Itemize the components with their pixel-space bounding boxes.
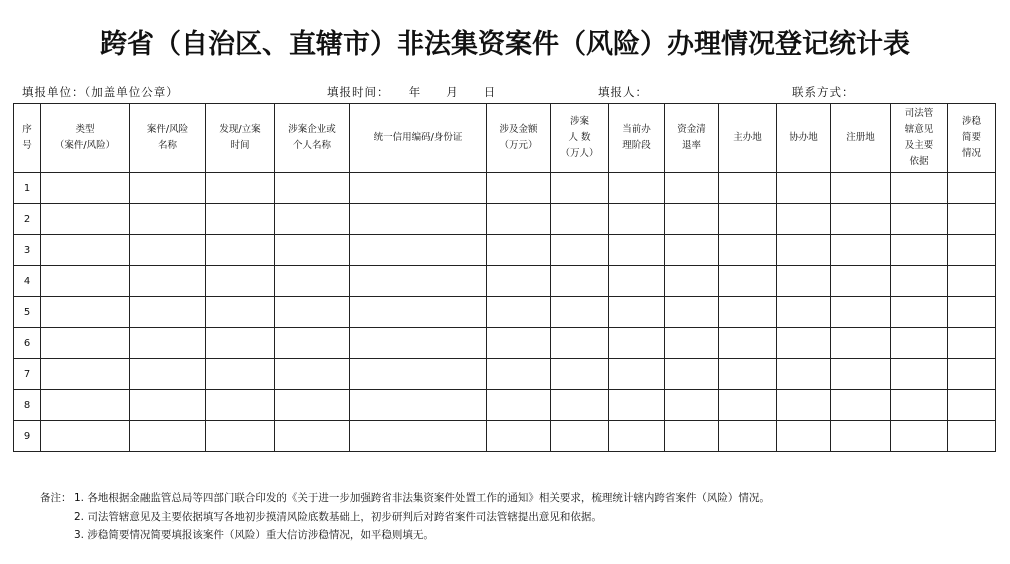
table-cell[interactable]	[665, 204, 719, 235]
table-cell[interactable]	[130, 359, 206, 390]
table-cell[interactable]	[487, 328, 551, 359]
table-cell[interactable]	[609, 390, 665, 421]
table-cell[interactable]	[487, 421, 551, 452]
column-header-line: 司法管	[904, 108, 934, 119]
table-cell[interactable]	[551, 421, 609, 452]
table-cell[interactable]	[551, 359, 609, 390]
table-cell[interactable]	[551, 266, 609, 297]
table-body	[14, 173, 996, 452]
column-header-line: 当前办	[622, 124, 651, 135]
table-cell[interactable]	[948, 328, 996, 359]
table-cell[interactable]	[487, 235, 551, 266]
table-cell[interactable]	[665, 328, 719, 359]
column-header-line: 人 数	[568, 132, 591, 143]
form-title: 跨省（自治区、直辖市）非法集资案件（风险）办理情况登记统计表	[100, 29, 910, 60]
table-cell[interactable]	[777, 421, 831, 452]
column-header	[275, 104, 350, 173]
row-number: 3	[14, 235, 41, 266]
table-cell[interactable]	[948, 173, 996, 204]
column-header-line: 号	[22, 140, 32, 151]
table-cell[interactable]	[206, 204, 275, 235]
table-cell[interactable]	[350, 173, 487, 204]
table-cell[interactable]	[275, 359, 350, 390]
table-cell[interactable]	[665, 297, 719, 328]
table-cell[interactable]	[609, 359, 665, 390]
column-header-line: 退率	[681, 140, 701, 151]
table-cell[interactable]	[665, 173, 719, 204]
column-header-line: 名称	[157, 140, 177, 151]
table-cell[interactable]	[41, 204, 130, 235]
table-cell[interactable]	[891, 328, 948, 359]
column-header-line: 涉及金额	[499, 124, 538, 135]
table-cell[interactable]	[609, 328, 665, 359]
table-cell[interactable]	[609, 204, 665, 235]
table-cell[interactable]	[948, 359, 996, 390]
row-number: 8	[14, 390, 41, 421]
table-cell[interactable]	[609, 421, 665, 452]
column-header	[665, 104, 719, 173]
table-cell[interactable]	[777, 297, 831, 328]
table-cell[interactable]	[831, 390, 891, 421]
table-cell[interactable]	[665, 359, 719, 390]
table-cell[interactable]	[41, 359, 130, 390]
column-header-line: 案件/风险	[146, 124, 189, 135]
table-cell[interactable]	[41, 173, 130, 204]
notes-section	[40, 489, 770, 545]
table-cell[interactable]	[350, 235, 487, 266]
table-cell[interactable]	[350, 204, 487, 235]
column-header-line: 主办地	[733, 132, 762, 143]
table-cell[interactable]	[130, 297, 206, 328]
table-cell[interactable]	[41, 328, 130, 359]
table-cell[interactable]	[891, 297, 948, 328]
reporter-label: 填报人：	[598, 85, 648, 99]
table-cell[interactable]	[487, 359, 551, 390]
contact-label: 联系方式：	[792, 85, 855, 99]
table-cell[interactable]	[948, 421, 996, 452]
table-cell[interactable]	[948, 297, 996, 328]
table-cell[interactable]	[719, 359, 777, 390]
table-cell[interactable]	[777, 204, 831, 235]
table-cell[interactable]	[719, 390, 777, 421]
table-cell[interactable]	[891, 421, 948, 452]
column-header-line: 理阶段	[622, 140, 651, 151]
column-header-line: 涉案企业或	[288, 124, 336, 135]
table-cell[interactable]	[206, 421, 275, 452]
table-row	[14, 390, 996, 421]
column-header	[350, 104, 487, 173]
table-cell[interactable]	[948, 235, 996, 266]
table-cell[interactable]	[831, 266, 891, 297]
table-cell[interactable]	[275, 204, 350, 235]
table-cell[interactable]	[275, 328, 350, 359]
column-header-line: 情况	[961, 148, 981, 159]
table-cell[interactable]	[206, 266, 275, 297]
table-cell[interactable]	[831, 297, 891, 328]
table-cell[interactable]	[551, 235, 609, 266]
table-cell[interactable]	[891, 204, 948, 235]
table-cell[interactable]	[41, 390, 130, 421]
header-row	[14, 104, 996, 173]
column-header-line: 类型	[75, 124, 95, 135]
table-cell[interactable]	[275, 421, 350, 452]
table-cell[interactable]	[350, 359, 487, 390]
column-header	[609, 104, 665, 173]
table-cell[interactable]	[275, 297, 350, 328]
table-cell[interactable]	[891, 235, 948, 266]
table-cell[interactable]	[665, 390, 719, 421]
table-cell[interactable]	[891, 266, 948, 297]
table-cell[interactable]	[719, 266, 777, 297]
table-cell[interactable]	[609, 297, 665, 328]
table-row	[14, 235, 996, 266]
table-cell[interactable]	[777, 328, 831, 359]
table-cell[interactable]	[350, 266, 487, 297]
row-number: 6	[14, 328, 41, 359]
reporting-unit-label: 填报单位：（加盖单位公章）	[22, 85, 179, 99]
table-cell[interactable]	[948, 204, 996, 235]
row-number: 4	[14, 266, 41, 297]
table-cell[interactable]	[487, 297, 551, 328]
table-cell[interactable]	[831, 328, 891, 359]
table-cell[interactable]	[891, 173, 948, 204]
column-header-line: 涉稳	[961, 116, 981, 127]
column-header	[14, 104, 41, 173]
column-header-line: 依据	[909, 156, 929, 167]
table-cell[interactable]	[551, 173, 609, 204]
column-header-line: 资金清	[677, 124, 706, 135]
column-header-line: 注册地	[846, 132, 875, 143]
table-cell[interactable]	[206, 328, 275, 359]
table-cell[interactable]	[665, 235, 719, 266]
table-cell[interactable]	[609, 235, 665, 266]
table-cell[interactable]	[350, 421, 487, 452]
note-item-2: 2. 司法管辖意见及主要依据填写各地初步摸清风险底数基础上，初步研判后对跨省案件司法管辖提出意见和依据。	[74, 510, 602, 523]
table-cell[interactable]	[777, 390, 831, 421]
table-cell[interactable]	[350, 297, 487, 328]
column-header-line: 序	[22, 124, 32, 135]
table-cell[interactable]	[551, 328, 609, 359]
table-cell[interactable]	[41, 266, 130, 297]
column-header	[41, 104, 130, 173]
table-cell[interactable]	[609, 266, 665, 297]
table-cell[interactable]	[551, 297, 609, 328]
column-header-line: （万元）	[499, 140, 538, 151]
table-cell[interactable]	[891, 390, 948, 421]
table-cell[interactable]	[130, 390, 206, 421]
row-number: 1	[14, 173, 41, 204]
column-header-line: （万人）	[560, 148, 599, 159]
table-cell[interactable]	[130, 204, 206, 235]
column-header	[551, 104, 609, 173]
table-row	[14, 266, 996, 297]
table-cell[interactable]	[350, 328, 487, 359]
table-cell[interactable]	[831, 235, 891, 266]
note-row	[40, 526, 770, 545]
table-cell[interactable]	[609, 173, 665, 204]
column-header-line: 协办地	[789, 132, 818, 143]
table-row	[14, 173, 996, 204]
note-row	[40, 508, 770, 527]
table-cell[interactable]	[275, 390, 350, 421]
table-cell[interactable]	[831, 421, 891, 452]
table-cell[interactable]	[719, 204, 777, 235]
column-header-line: 简要	[961, 132, 981, 143]
table-cell[interactable]	[206, 173, 275, 204]
statistics-table	[13, 103, 996, 452]
table-cell[interactable]	[130, 173, 206, 204]
column-header	[487, 104, 551, 173]
table-cell[interactable]	[130, 328, 206, 359]
column-header-line: 统一信用编码/身份证	[373, 132, 463, 143]
table-cell[interactable]	[206, 235, 275, 266]
table-cell[interactable]	[777, 173, 831, 204]
table-cell[interactable]	[551, 390, 609, 421]
table-cell[interactable]	[948, 266, 996, 297]
table-cell[interactable]	[719, 173, 777, 204]
table-cell[interactable]	[275, 173, 350, 204]
table-cell[interactable]	[948, 390, 996, 421]
table-cell[interactable]	[275, 266, 350, 297]
table-cell[interactable]	[206, 297, 275, 328]
table-cell[interactable]	[130, 266, 206, 297]
column-header-line: 辖意见	[904, 124, 934, 135]
table-cell[interactable]	[831, 204, 891, 235]
row-number: 2	[14, 204, 41, 235]
table-cell[interactable]	[275, 235, 350, 266]
note-item-3: 3. 涉稳简要情况简要填报该案件（风险）重大信访涉稳情况，如平稳则填无。	[74, 529, 434, 541]
table-cell[interactable]	[206, 390, 275, 421]
table-row	[14, 359, 996, 390]
column-header-line: 个人名称	[292, 140, 331, 151]
reporting-time-label: 填报时间： 年 月 日	[327, 85, 497, 99]
table-cell[interactable]	[719, 328, 777, 359]
column-header-line: 发现/立案	[219, 124, 261, 135]
table-cell[interactable]	[41, 421, 130, 452]
table-cell[interactable]	[719, 421, 777, 452]
column-header	[130, 104, 206, 173]
table-cell[interactable]	[665, 421, 719, 452]
table-cell[interactable]	[350, 390, 487, 421]
table-row	[14, 328, 996, 359]
table-cell[interactable]	[719, 297, 777, 328]
column-header-line: 涉案	[569, 116, 589, 127]
column-header-line: 时间	[230, 140, 250, 151]
row-number: 9	[14, 421, 41, 452]
column-header-line: （案件/风险）	[54, 140, 116, 151]
column-header-line: 及主要	[904, 140, 934, 151]
table-cell[interactable]	[206, 359, 275, 390]
table-cell[interactable]	[777, 235, 831, 266]
column-header	[719, 104, 777, 173]
table-cell[interactable]	[487, 266, 551, 297]
table-cell[interactable]	[777, 266, 831, 297]
table-cell[interactable]	[41, 297, 130, 328]
table-cell[interactable]	[777, 359, 831, 390]
table-cell[interactable]	[130, 421, 206, 452]
table-cell[interactable]	[719, 235, 777, 266]
table-cell[interactable]	[487, 204, 551, 235]
row-number: 5	[14, 297, 41, 328]
table-cell[interactable]	[831, 359, 891, 390]
table-row	[14, 297, 996, 328]
column-header	[777, 104, 831, 173]
column-header	[206, 104, 275, 173]
row-number: 7	[14, 359, 41, 390]
table-cell[interactable]	[487, 390, 551, 421]
table-cell[interactable]	[130, 235, 206, 266]
table-cell[interactable]	[665, 266, 719, 297]
column-header	[891, 104, 948, 173]
table-cell[interactable]	[891, 359, 948, 390]
table-cell[interactable]	[41, 235, 130, 266]
table-cell[interactable]	[831, 173, 891, 204]
table-row	[14, 421, 996, 452]
note-row	[40, 489, 770, 508]
note-item-1: 1. 各地根据金融监管总局等四部门联合印发的《关于进一步加强跨省非法集资案件处置工作的通知》相关要求，梳理统计辖内跨省案件（风险）情况。	[74, 492, 770, 504]
column-header	[948, 104, 996, 173]
column-header	[831, 104, 891, 173]
table-cell[interactable]	[551, 204, 609, 235]
notes-label: 备注：	[40, 492, 72, 504]
table-row	[14, 204, 996, 235]
table-cell[interactable]	[487, 173, 551, 204]
